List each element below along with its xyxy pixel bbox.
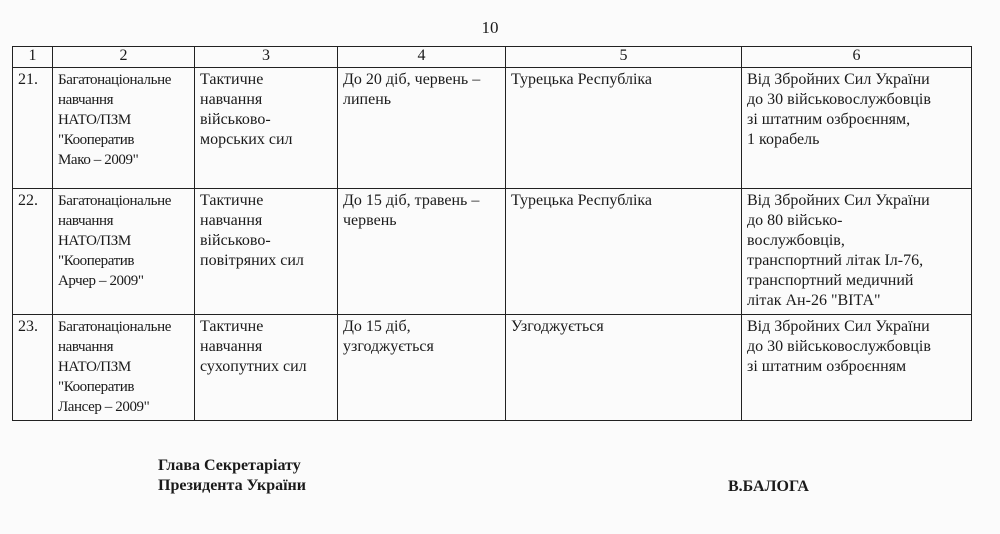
exercise-place: Турецька Республіка [506,189,742,315]
signer-position [158,456,306,496]
column-header: 1 [13,47,53,68]
exercise-type: Тактичне навчання військово- морських сил [195,68,338,189]
row-number: 23. [13,315,53,421]
signer-name: В.БАЛОГА [728,478,809,495]
exercise-forces: Від Збройних Сил України до 30 військовослужбовців зі штатним озброєнням [742,315,972,421]
column-header: 4 [338,47,506,68]
table-row [13,315,972,421]
column-header: 5 [506,47,742,68]
exercise-forces: Від Збройних Сил України до 30 військовослужбовців зі штатним озброєнням, 1 корабель [742,68,972,189]
exercise-place: Узгоджується [506,315,742,421]
row-number: 22. [13,189,53,315]
exercise-forces: Від Збройних Сил України до 80 військо- вослужбовців, транспортний літак Іл-76, транспортний медичний літак Ан-26 "ВІТА" [742,189,972,315]
exercise-term: До 15 діб, узгоджується [338,315,506,421]
table-row [13,68,972,189]
exercise-term: До 15 діб, травень – червень [338,189,506,315]
column-header: 2 [53,47,195,68]
column-header: 3 [195,47,338,68]
exercise-place: Турецька Республіка [506,68,742,189]
exercises-table [12,46,972,421]
exercise-term: До 20 діб, червень – липень [338,68,506,189]
signer-position-line: Глава Секретаріату [158,457,301,474]
row-number: 21. [13,68,53,189]
exercise-name: Багатонаціональне навчання НАТО/ПЗМ "Кооператив Арчер – 2009" [53,189,195,315]
signer-position-line: Президента України [158,477,306,494]
exercise-name: Багатонаціональне навчання НАТО/ПЗМ "Кооператив Мако – 2009" [53,68,195,189]
table-header-row [13,47,972,68]
table-row [13,189,972,315]
page-number: 10 [481,18,499,37]
exercise-type: Тактичне навчання сухопутних сил [195,315,338,421]
exercise-type: Тактичне навчання військово- повітряних сил [195,189,338,315]
column-header: 6 [742,47,972,68]
exercise-name: Багатонаціональне навчання НАТО/ПЗМ "Кооператив Лансер – 2009" [53,315,195,421]
